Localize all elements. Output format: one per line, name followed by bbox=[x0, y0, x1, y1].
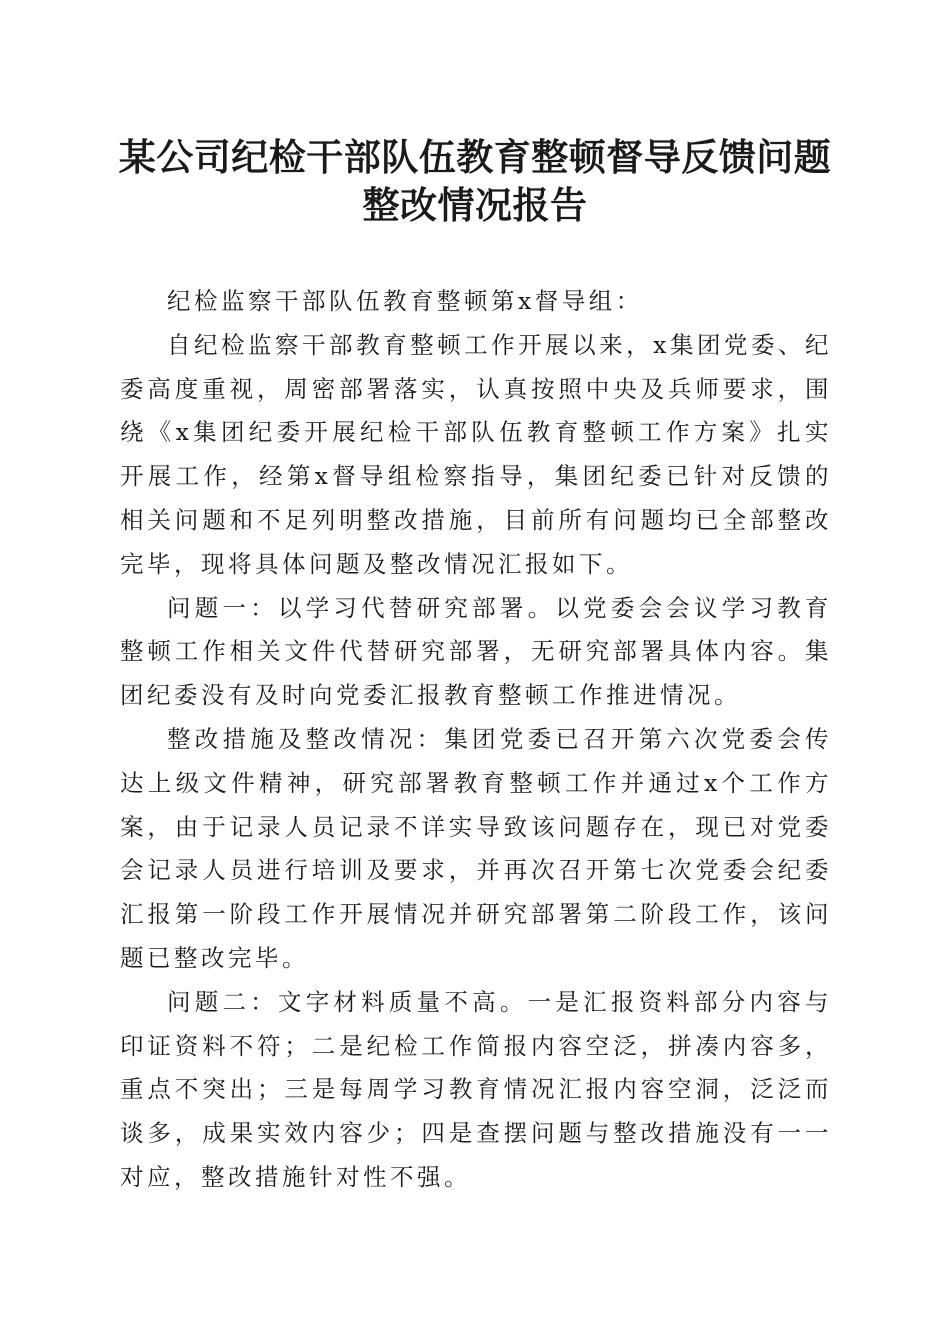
document-title: 某公司纪检干部队伍教育整顿督导反馈问题整改情况报告 bbox=[118, 135, 832, 227]
document-body bbox=[120, 280, 832, 1200]
issue-one-paragraph: 问题一：以学习代替研究部署。以党委会会议学习教育整顿工作相关文件代替研究部署，无研究部署具体内容。集团纪委没有及时向党委汇报教育整顿工作推进情况。 bbox=[120, 593, 832, 710]
rectification-paragraph: 整改措施及整改情况：集团党委已召开第六次党委会传达上级文件精神，研究部署教育整顿工作并通过x个工作方案，由于记录人员记录不详实导致该问题存在，现已对党委会记录人员进行培训及要求，并再次召开第七次党委会纪委汇报第一阶段工作开展情况并研究部署第二阶段工作，该问题已整改完毕。 bbox=[120, 724, 832, 972]
salutation-paragraph: 纪检监察干部队伍教育整顿第x督导组： bbox=[167, 287, 643, 315]
intro-paragraph: 自纪检监察干部教育整顿工作开展以来，x集团党委、纪委高度重视，周密部署落实，认真按照中央及兵师要求，围绕《x集团纪委开展纪检干部队伍教育整顿工作方案》扎实开展工作，经第x督导组检察指导，集团纪委已针对反馈的相关问题和不足列明整改措施，目前所有问题均已全部整改完毕，现将具体问题及整改情况汇报如下。 bbox=[120, 330, 832, 578]
issue-two-paragraph: 问题二：文字材料质量不高。一是汇报资料部分内容与印证资料不符；二是纪检工作简报内容空泛，拼凑内容多，重点不突出；三是每周学习教育情况汇报内容空洞，泛泛而谈多，成果实效内容少；四是查摆问题与整改措施没有一一对应，整改措施针对性不强。 bbox=[120, 987, 832, 1191]
